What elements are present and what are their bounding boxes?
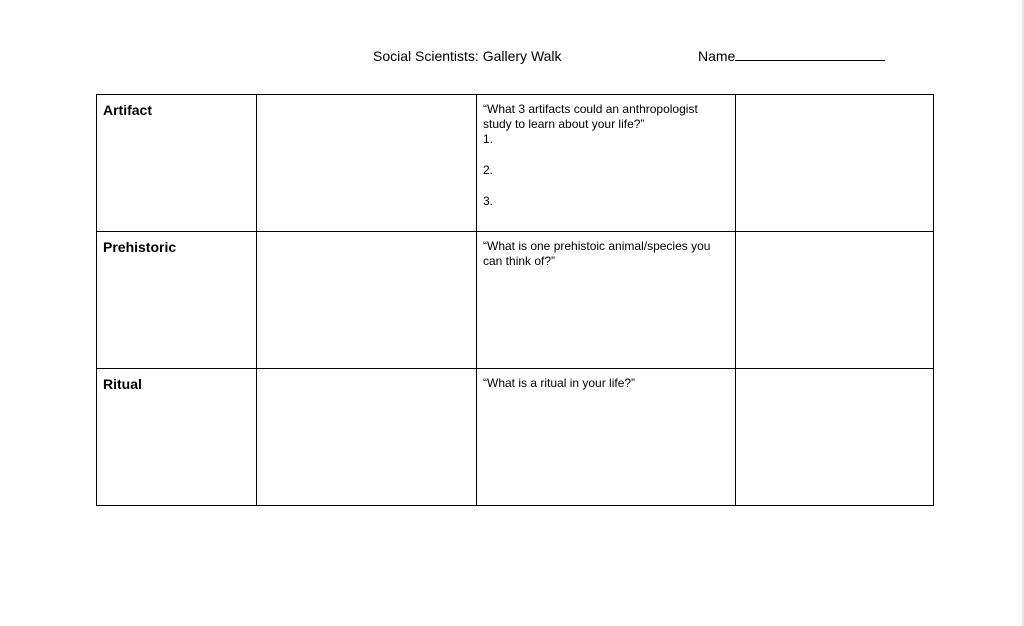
term-label: Prehistoric [103, 239, 177, 255]
term-cell[interactable] [97, 95, 257, 232]
question-cell[interactable] [477, 232, 736, 369]
table-row [97, 369, 934, 506]
definition-cell[interactable] [257, 95, 477, 232]
document-title: Social Scientists: Gallery Walk [373, 48, 562, 64]
definition-cell[interactable] [257, 369, 477, 506]
name-label: Name [698, 48, 736, 64]
table-row [97, 95, 934, 232]
question-text: “What 3 artifacts could an anthropologist study to learn about your life?” [483, 102, 698, 131]
gallery-walk-table [96, 94, 934, 506]
question-cell[interactable] [477, 369, 736, 506]
answer-number: 3. [483, 194, 494, 208]
name-field[interactable] [698, 48, 885, 64]
question-text: “What is one prehistoic animal/species you can think of?” [483, 239, 711, 268]
term-label: Ritual [103, 376, 142, 392]
name-blank-line[interactable] [735, 48, 885, 61]
definition-cell[interactable] [257, 232, 477, 369]
document-header [0, 48, 1024, 68]
answer-number: 2. [483, 163, 494, 177]
term-label: Artifact [103, 102, 153, 118]
question-cell[interactable] [477, 95, 736, 232]
response-cell[interactable] [736, 232, 934, 369]
term-cell[interactable] [97, 369, 257, 506]
response-cell[interactable] [736, 95, 934, 232]
term-cell[interactable] [97, 232, 257, 369]
response-cell[interactable] [736, 369, 934, 506]
table-row [97, 232, 934, 369]
answer-number: 1. [483, 132, 494, 146]
question-text: “What is a ritual in your life?” [483, 376, 636, 390]
